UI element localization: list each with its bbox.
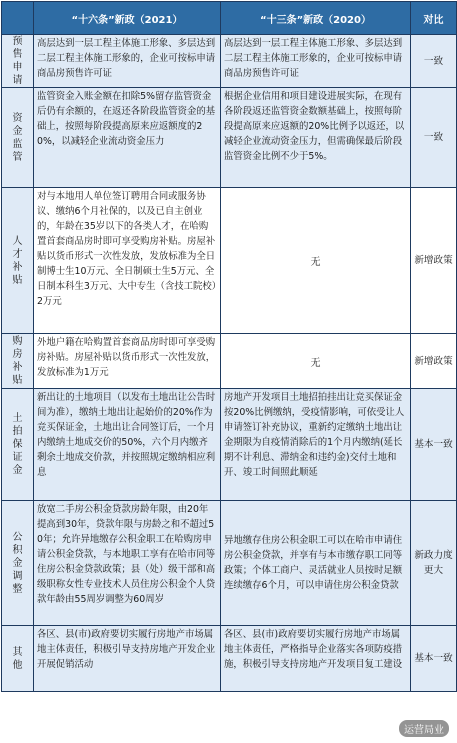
row-category: 其 他 xyxy=(2,626,34,692)
row-compare: 一致 xyxy=(411,88,457,188)
row-category: 购 房 补 贴 xyxy=(2,334,34,389)
row-category: 公 积 金 调 整 xyxy=(2,501,34,626)
table-row xyxy=(2,334,457,389)
row-policy-2020: 根据企业信用和项目建设进展实际，在现有各阶段返还监管资金数额基础上，按照每阶段提高原来应返额的20%比例予以返还，以减轻企业流动资金压力，但需确保最后阶段监管资金比例不少于5%。 xyxy=(221,88,411,188)
row-category: 资 金 监 管 xyxy=(2,88,34,188)
header-compare: 对比 xyxy=(411,2,457,35)
policy-comparison-table xyxy=(1,1,457,692)
header-corner xyxy=(2,2,34,35)
row-policy-2020: 房地产开发项目土地招拍挂出让竞买保证金按20%比例缴纳，受疫情影响，可依受让人申请签订补充协议，重新约定缴纳土地出让金期限为自疫情消除后的1个月内缴纳(延长期不计利息、滞纳金和违约金)交付土地和开、竣工时间照此顺延 xyxy=(221,389,411,501)
row-policy-2020: 各区、县(市)政府要切实履行房地产市场属地主体责任，严格指导企业落实各项防疫措施，积极引导支持房地产开发项目复工建设 xyxy=(221,626,411,692)
row-policy-2020: 无 xyxy=(221,334,411,389)
table-row xyxy=(2,501,457,626)
table-row xyxy=(2,35,457,88)
table-header-row xyxy=(2,2,457,35)
row-policy-2021: 新出让的土地项目（以发布土地出让公告时间为准），缴纳土地出让起始价的20%作为竞买保证金，土地出让合同签订后，一个月内缴纳土地成交价的50%，六个月内缴齐剩余土地成交价款，并按照规定缴纳相应利息 xyxy=(34,389,221,501)
row-category: 预 售 申 请 xyxy=(2,35,34,88)
watermark-logo: 运营局业 xyxy=(399,720,449,737)
row-category: 土 拍 保 证 金 xyxy=(2,389,34,501)
table-row xyxy=(2,88,457,188)
table-row xyxy=(2,626,457,692)
row-compare: 新增政策 xyxy=(411,188,457,334)
row-category: 人 才 补 贴 xyxy=(2,188,34,334)
row-compare: 新政力度更大 xyxy=(411,501,457,626)
row-compare: 基本一致 xyxy=(411,389,457,501)
row-policy-2021: 外地户籍在哈购置首套商品房时即可享受购房补贴。房屋补贴以货币形式一次性发放，发放标准为1万元 xyxy=(34,334,221,389)
header-policy-2021: “十六条”新政（2021） xyxy=(34,2,221,35)
row-policy-2021: 放宽二手房公积金贷款房龄年限，由20年提高到30年，贷款年限与房龄之和不超过50年；允许异地缴存公积金职工在哈购房申请公积金贷款，与本地职工享有在哈市同等住房公积金贷款政策；县（处）级干部和高级职称女性专业技术人员住房公积金个人贷款年龄由55周岁调整为60周岁 xyxy=(34,501,221,626)
row-policy-2020: 高层达到一层工程主体施工形象、多层达到二层工程主体施工形象的，企业可按标申请商品房预售许可证 xyxy=(221,35,411,88)
row-compare: 一致 xyxy=(411,35,457,88)
table-row xyxy=(2,188,457,334)
row-compare: 基本一致 xyxy=(411,626,457,692)
row-policy-2020: 无 xyxy=(221,188,411,334)
row-policy-2021: 高层达到一层工程主体施工形象、多层达到二层工程主体施工形象的，企业可按标申请商品房预售许可证 xyxy=(34,35,221,88)
row-policy-2021: 监管资金入账金额在扣除5%留存监管资金后仍有余额的，在返还各阶段监管资金的基础上，按照每阶段提高原来应返额度的20%，以减轻企业流动资金压力 xyxy=(34,88,221,188)
row-compare: 新增政策 xyxy=(411,334,457,389)
row-policy-2021: 各区、县(市)政府要切实履行房地产市场属地主体责任，积极引导支持房地产开发企业开展促销活动 xyxy=(34,626,221,692)
row-policy-2021: 对与本地用人单位签订聘用合同或服务协议、缴纳6个月社保的，以及已自主创业的，年龄在35岁以下的各类人才，在哈购置首套商品房时即可享受购房补贴。房屋补贴以货币形式一次性发放，发放标准为全日制博士生10万元、全日制硕士生5万元、全日制本科生3万元、大中专生（含技工院校）2万元 xyxy=(34,188,221,334)
row-policy-2020: 异地缴存住房公积金职工可以在哈市申请住房公积金贷款，并享有与本市缴存职工同等政策；个体工商户、灵活就业人员按时足额连续缴存6个月，可以申请住房公积金贷款 xyxy=(221,501,411,626)
header-policy-2020: “十三条”新政（2020） xyxy=(221,2,411,35)
table-row xyxy=(2,389,457,501)
